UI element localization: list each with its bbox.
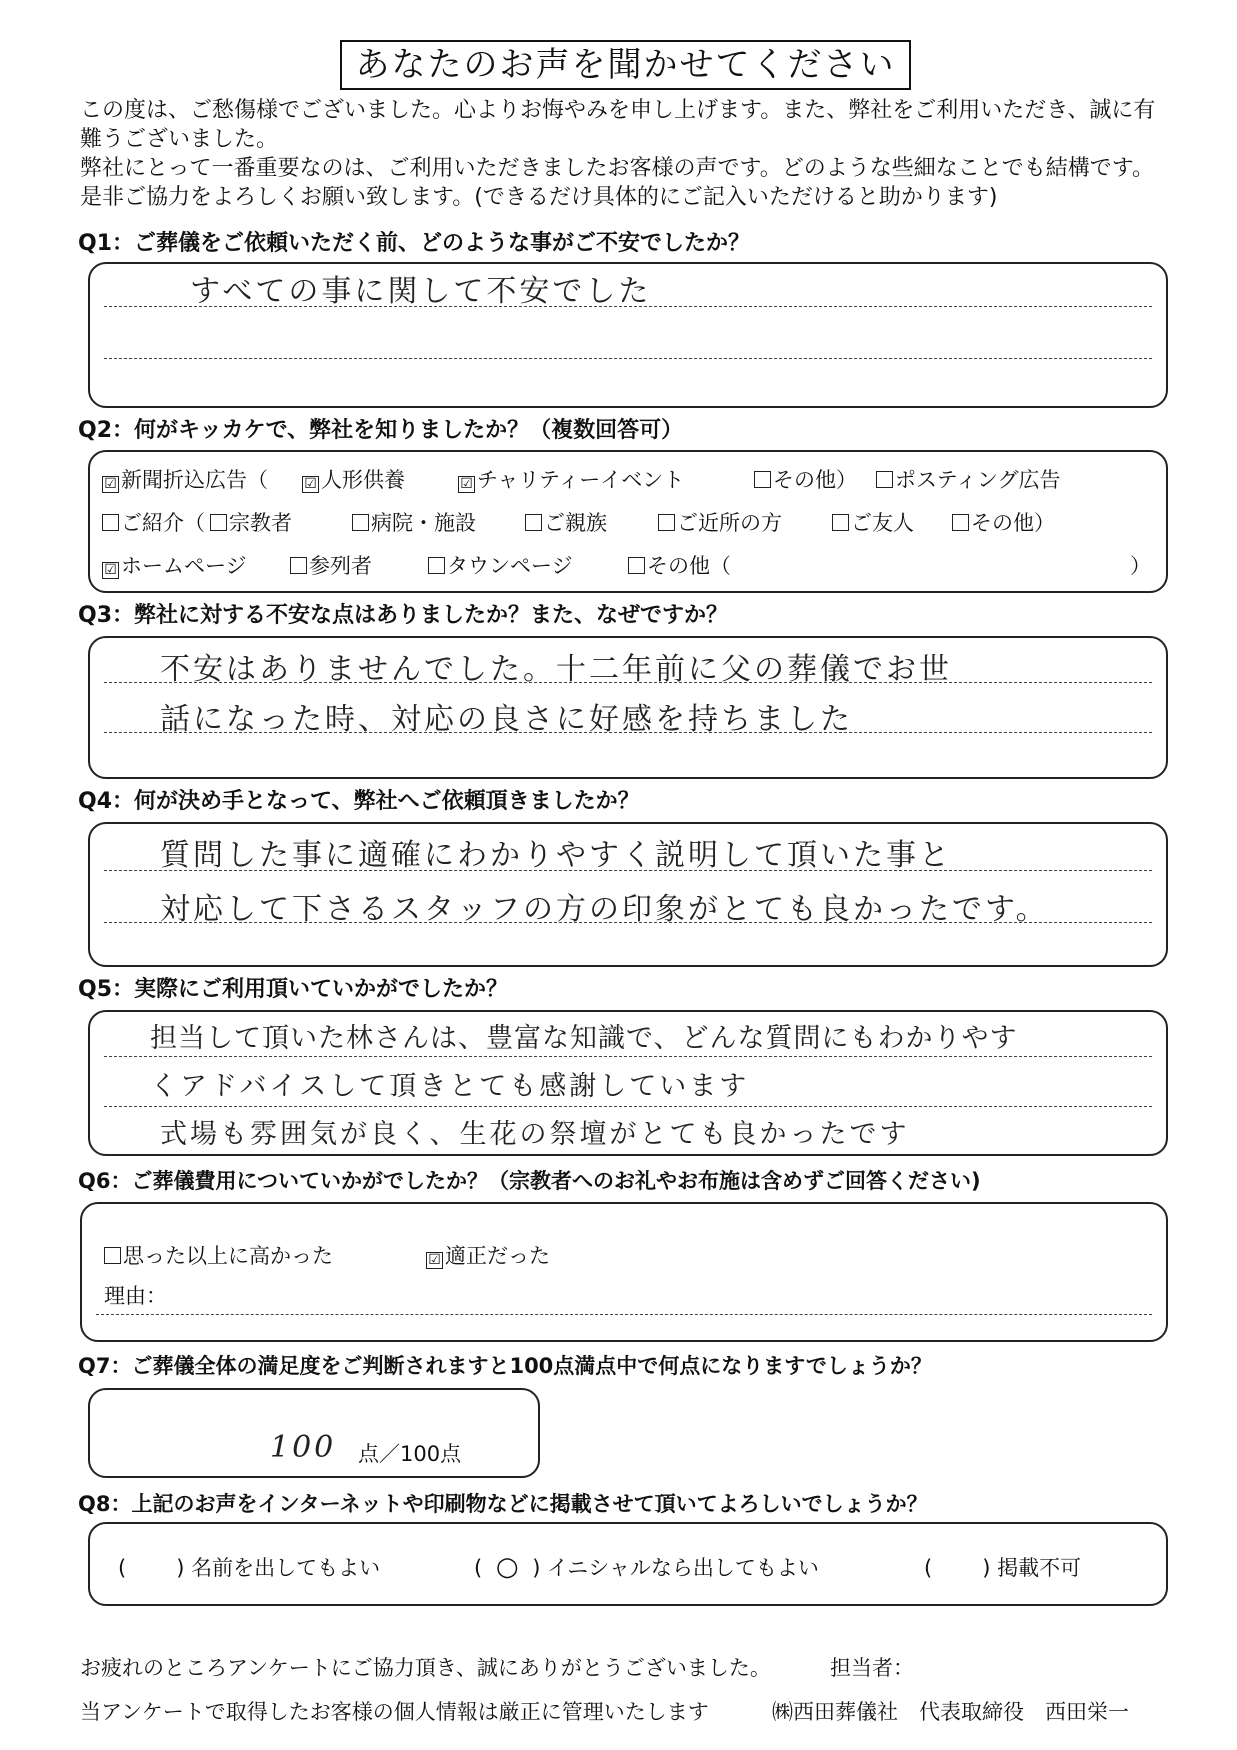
footer-privacy: 当アンケートで取得したお客様の個人情報は厳正に管理いたします <box>80 1700 709 1724</box>
q2-other-close-paren: ） <box>1130 554 1151 578</box>
q7-score-box[interactable] <box>88 1388 540 1478</box>
q2-options-box <box>88 450 1168 593</box>
checkbox-icon[interactable] <box>290 557 307 574</box>
q2-option-relatives[interactable]: ご親族 <box>525 507 607 537</box>
q4-answer-line1: 質問した事に適確にわかりやすく説明して頂いた事と <box>160 838 952 873</box>
checkbox-icon[interactable] <box>876 471 893 488</box>
q2-option-charity-event[interactable]: ☑ チャリティーイベント <box>458 464 684 494</box>
q3-answer-line2: 話になった時、対応の良さに好感を持ちました <box>160 702 853 737</box>
q7-label: Q7：ご葬儀全体の満足度をご判断されますと100点満点中で何点になりますでしょうか？ <box>78 1354 932 1378</box>
q8-options-box <box>88 1522 1168 1606</box>
checkbox-icon[interactable] <box>658 514 675 531</box>
checkbox-checked-icon[interactable]: ☑ <box>302 476 319 493</box>
q8-option-name-ok[interactable]: ( ) 名前を出してもよい <box>118 1556 381 1580</box>
q5-answer-box[interactable] <box>88 1010 1168 1156</box>
q2-option-posting-ad[interactable]: ポスティング広告 <box>876 464 1060 494</box>
q5-answer-line3: 式場も雰囲気が良く、生花の祭壇がとても良かったです <box>160 1119 910 1150</box>
checkbox-icon[interactable] <box>952 514 969 531</box>
footer-staff-label: 担当者： <box>830 1656 914 1680</box>
q6-option-expensive[interactable]: 思った以上に高かった <box>104 1240 333 1270</box>
q8-option-initial-ok[interactable]: ( ○ ) イニシャルなら出してもよい <box>474 1552 819 1582</box>
q3-label: Q3：弊社に対する不安な点はありましたか？また、なぜですか？ <box>78 603 729 628</box>
checkbox-icon[interactable] <box>210 514 227 531</box>
q2-option-referral[interactable]: ご紹介（ <box>102 507 205 537</box>
q2-option-other-2[interactable]: その他） <box>952 507 1055 537</box>
checkbox-checked-icon[interactable]: ☑ <box>102 476 119 493</box>
q8-option-not-allowed[interactable]: ( ) 掲載不可 <box>924 1556 1082 1580</box>
q4-label: Q4：何が決め手となって、弊社へご依頼頂きましたか？ <box>78 789 640 814</box>
q2-option-friend[interactable]: ご友人 <box>832 507 914 537</box>
q2-option-townpage[interactable]: タウンページ <box>428 550 573 580</box>
q6-label: Q6：ご葬儀費用についていかがでしたか？（宗教者へのお礼やお布施は含めずご回答ください) <box>78 1169 981 1193</box>
q2-option-attendee[interactable]: 参列者 <box>290 550 372 580</box>
q8-label: Q8：上記のお声をインターネットや印刷物などに掲載させて頂いてよろしいでしょうか？ <box>78 1492 928 1516</box>
q5-answer-line2: くアドバイスして頂きとても感謝しています <box>150 1071 750 1102</box>
checkbox-icon[interactable] <box>352 514 369 531</box>
q2-option-newspaper[interactable]: ☑ 新聞折込広告（ <box>102 464 268 494</box>
checkbox-checked-icon[interactable]: ☑ <box>102 562 119 579</box>
q2-label: Q2：何がキッカケで、弊社を知りましたか？（複数回答可） <box>78 418 684 443</box>
q2-option-other-1[interactable]: その他） <box>754 464 857 494</box>
q2-option-religious[interactable]: 宗教者 <box>210 507 292 537</box>
q1-answer-box[interactable] <box>88 262 1168 408</box>
q2-option-other-3[interactable]: その他（ <box>628 550 731 580</box>
q6-answer-box <box>80 1202 1168 1342</box>
checkbox-checked-icon[interactable]: ☑ <box>426 1252 443 1269</box>
footer-thanks: お疲れのところアンケートにご協力頂き、誠にありがとうございました。 <box>80 1656 771 1680</box>
checkbox-icon[interactable] <box>525 514 542 531</box>
q8-selected-mark: ○ <box>495 1552 519 1582</box>
q6-option-fair[interactable]: ☑ 適正だった <box>426 1240 550 1270</box>
checkbox-icon[interactable] <box>754 471 771 488</box>
q5-answer-line1: 担当して頂いた林さんは、豊富な知識で、どんな質問にもわかりやす <box>150 1023 1018 1054</box>
checkbox-icon[interactable] <box>628 557 645 574</box>
q7-score-suffix: 点／100点 <box>358 1442 462 1466</box>
q2-option-doll-memorial[interactable]: ☑ 人形供養 <box>302 464 405 494</box>
q6-reason-label: 理由： <box>104 1284 167 1308</box>
q2-option-hospital[interactable]: 病院・施設 <box>352 507 476 537</box>
survey-title: あなたのお声を聞かせてください <box>340 40 911 90</box>
checkbox-icon[interactable] <box>104 1247 121 1264</box>
footer-company: ㈱西田葬儀社 代表取締役 西田栄一 <box>772 1700 1129 1724</box>
q2-option-neighbor[interactable]: ご近所の方 <box>658 507 782 537</box>
q5-label: Q5：実際にご利用頂いていかがでしたか？ <box>78 977 509 1002</box>
q3-answer-box[interactable] <box>88 636 1168 779</box>
q1-answer: すべての事に関して不安でした <box>190 274 652 309</box>
q4-answer-line2: 対応して下さるスタッフの方の印象がとても良かったです。 <box>160 892 1049 927</box>
checkbox-icon[interactable] <box>102 514 119 531</box>
checkbox-icon[interactable] <box>832 514 849 531</box>
checkbox-checked-icon[interactable]: ☑ <box>458 476 475 493</box>
intro-text: この度は、ご愁傷様でございました。心よりお悔やみを申し上げます。また、弊社をご利用いただき、誠に有難うございました。 弊社にとって一番重要なのは、ご利用いただきましたお客様の声です。どのような些細なことでも結構です。是非ご協力をよろしくお願い致します。(できるだけ具体的にご記入いただけると助かります) <box>80 98 1156 210</box>
q7-score: 100 <box>270 1430 337 1465</box>
q4-answer-box[interactable] <box>88 822 1168 967</box>
q1-label: Q1：ご葬儀をご依頼いただく前、どのような事がご不安でしたか？ <box>78 231 751 256</box>
q3-answer-line1: 不安はありませんでした。十二年前に父の葬儀でお世 <box>160 652 952 687</box>
q2-option-homepage[interactable]: ☑ ホームページ <box>102 550 247 580</box>
checkbox-icon[interactable] <box>428 557 445 574</box>
